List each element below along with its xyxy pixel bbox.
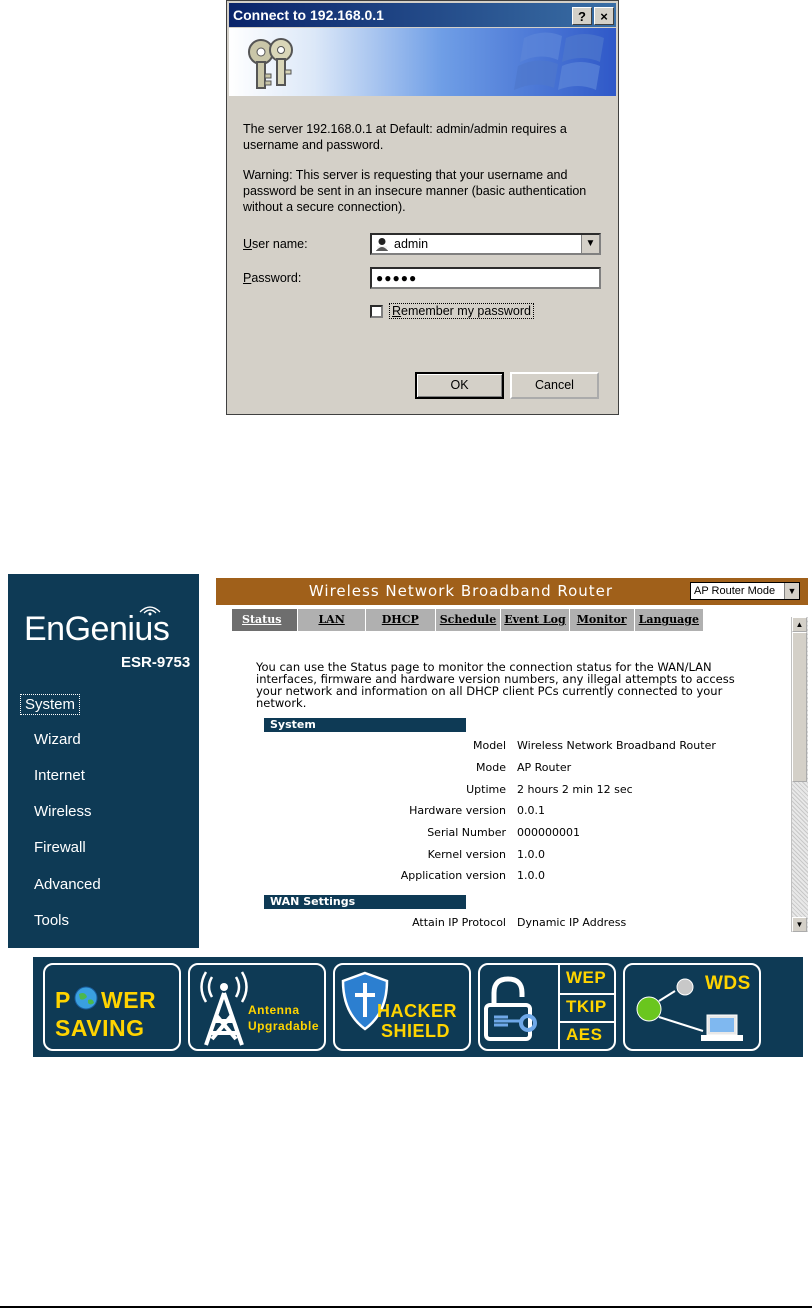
model-name: ESR-9753 — [121, 654, 191, 671]
scrollbar-thumb[interactable] — [792, 632, 807, 782]
scroll-down-icon[interactable]: ▼ — [792, 917, 807, 932]
tab-dhcp[interactable]: DHCP — [366, 609, 436, 631]
mode-select[interactable] — [690, 582, 800, 600]
scrollbar[interactable] — [791, 617, 808, 932]
sidebar-item-firewall[interactable]: Firewall — [34, 839, 86, 856]
tab-language[interactable]: Language — [635, 609, 704, 631]
aes-label: AES — [566, 1025, 603, 1044]
router-admin-page — [8, 574, 808, 948]
dialog-banner — [229, 28, 616, 96]
windows-watermark-icon — [514, 28, 614, 96]
tkip-label: TKIP — [566, 997, 607, 1016]
sidebar-item-internet[interactable]: Internet — [34, 767, 85, 784]
wds-badge: WDS — [623, 963, 761, 1051]
chevron-down-icon[interactable]: ▼ — [784, 583, 799, 599]
username-label: User name: — [243, 237, 308, 251]
wireless-security-badge — [478, 963, 616, 1051]
brand-logo: EnGenius — [24, 610, 170, 648]
login-dialog — [226, 0, 619, 415]
keys-icon — [243, 34, 303, 92]
remember-label[interactable]: Remember my password — [389, 303, 534, 319]
server-message: The server 192.168.0.1 at Default: admin/admin requires a username and password. — [243, 122, 567, 152]
sidebar-item-wireless[interactable]: Wireless — [34, 803, 92, 820]
status-intro-text: You can use the Status page to monitor the connection status for the WAN/LAN interfaces, firmware and hardware version numbers, any illegal attempts to access your network and information on all DHCP client PCs currently connected to your network. — [256, 660, 735, 710]
antenna-badge: Antenna Upgradable — [188, 963, 326, 1051]
warning-message: Warning: This server is requesting that your username and password be sent in an insecure manner (basic authentication without a secure connection). — [243, 168, 587, 214]
tab-monitor[interactable]: Monitor — [570, 609, 635, 631]
tab-status[interactable]: Status — [232, 609, 298, 631]
help-button[interactable]: ? — [572, 7, 592, 25]
password-field[interactable]: ●●●●● — [370, 267, 601, 289]
tab-schedule[interactable]: Schedule — [436, 609, 502, 631]
dialog-title: Connect to 192.168.0.1 — [233, 7, 384, 23]
sidebar-item-tools[interactable]: Tools — [34, 912, 70, 929]
ok-button[interactable]: OK — [415, 372, 504, 399]
close-button[interactable]: × — [594, 7, 614, 25]
padlock-icon — [484, 975, 558, 1041]
tab-bar — [232, 609, 704, 631]
dialog-titlebar — [229, 3, 616, 27]
sidebar-item-system[interactable]: System — [20, 694, 80, 715]
cancel-button[interactable]: Cancel — [510, 372, 599, 399]
tab-event-log[interactable]: Event Log — [501, 609, 569, 631]
sidebar-item-advanced[interactable]: Advanced — [34, 876, 101, 893]
username-value: admin — [394, 237, 429, 251]
username-field[interactable] — [370, 233, 601, 255]
wep-label: WEP — [566, 968, 607, 987]
remember-checkbox[interactable] — [370, 305, 383, 318]
router-title: Wireless Network Broadband Router — [308, 582, 614, 600]
hacker-shield-badge: HACKER SHIELD — [333, 963, 471, 1051]
scroll-up-icon[interactable]: ▲ — [792, 617, 807, 632]
globe-icon — [73, 985, 99, 1011]
power-saving-badge: P WER SAVING — [43, 963, 181, 1051]
feature-banner — [33, 957, 803, 1057]
section-header-wan: WAN Settings — [264, 895, 466, 909]
section-header-system: System — [264, 718, 466, 732]
antenna-icon — [192, 969, 256, 1047]
sidebar — [8, 574, 199, 948]
user-icon — [375, 237, 389, 251]
mode-select-value: AP Router Mode — [694, 585, 776, 597]
page-footer-rule — [0, 1306, 812, 1308]
password-label: Password: — [243, 271, 302, 285]
sidebar-item-wizard[interactable]: Wizard — [34, 731, 81, 748]
tab-lan[interactable]: LAN — [298, 609, 365, 631]
chevron-down-icon[interactable]: ▼ — [581, 235, 599, 253]
content-panel: Status LAN DHCP Schedule Event Log Monitor Language ▲ ▼ You can use the Status page to monitor the connection status for the WAN/LAN interfaces, firmware and hardware version numbers, any illegal attempts to access your network and information on all DHCP client PCs currently connected to your network. System Model Wireless Network Broadband Router Mode AP Router Uptime 2 hours 2 min 12 sec Hardware version 0.0.1 Serial Number 000000001 Kernel version 1.0.0 Application version 1.0.0 WAN Settings Attain IP Protocol Dynamic IP Address — [216, 605, 808, 948]
router-header — [216, 578, 808, 605]
